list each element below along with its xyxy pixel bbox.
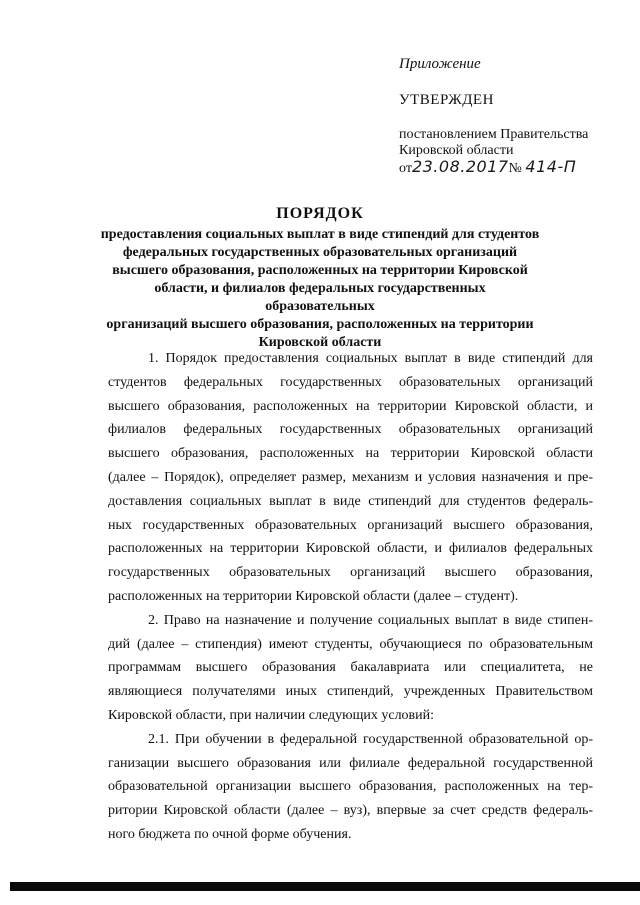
subtitle-line: предоставления социальных выплат в виде стипендий для студентов bbox=[100, 227, 540, 242]
subtitle-line: организаций высшего образования, расположенных на территории bbox=[106, 317, 534, 332]
subtitle-line: федеральных государственных образовательных организаций bbox=[122, 245, 518, 260]
body-line: высшего образования, расположенных на территории Кировской области bbox=[108, 446, 593, 462]
number-sign: № bbox=[508, 161, 522, 176]
scan-bottom-edge bbox=[10, 882, 640, 891]
document-subtitle bbox=[100, 226, 540, 352]
handwritten-date: 23.08.2017 bbox=[411, 157, 509, 176]
body-line: образовательной организации высшего образования, расположенных на тер- bbox=[108, 779, 593, 795]
decree-line-2: Кировской области bbox=[399, 143, 514, 158]
body-line: программам высшего образования бакалавриата или специалитета, не bbox=[108, 660, 593, 676]
document-body bbox=[108, 347, 593, 847]
subtitle-line: Кировской области bbox=[258, 335, 382, 350]
body-line: расположенных на территории Кировской области, и филиалов федеральных bbox=[108, 541, 593, 557]
body-line: ного бюджета по очной форме обучения. bbox=[108, 826, 352, 842]
body-line: 2. Право на назначение и получение социальных выплат в виде стипен- bbox=[148, 612, 593, 628]
body-line: ганизации высшего образования или филиале федеральной государственной bbox=[108, 755, 593, 771]
handwritten-number: 414-П bbox=[525, 157, 577, 176]
body-line: 2.1. При обучении в федеральной государственной образовательной ор- bbox=[148, 731, 593, 747]
document-title: ПОРЯДОК bbox=[276, 205, 364, 222]
body-line: государственных образовательных организаций высшего образования, bbox=[108, 565, 593, 581]
body-line: расположенных на территории Кировской области (далее – студент). bbox=[108, 588, 519, 604]
body-line: (далее – Порядок), определяет размер, механизм и условия назначения и пре- bbox=[108, 469, 593, 485]
date-prefix: от bbox=[399, 161, 412, 176]
subtitle-line: области, и филиалов федеральных государственных образовательных bbox=[154, 281, 486, 314]
body-line: Кировской области, при наличии следующих условий: bbox=[108, 707, 435, 723]
body-line: ных государственных образовательных организаций высшего образования, bbox=[108, 517, 593, 533]
body-line: доставления социальных выплат в виде стипендий для студентов федераль- bbox=[108, 493, 593, 509]
body-line: студентов федеральных государственных образовательных организаций bbox=[108, 374, 593, 390]
body-line: 1. Порядок предоставления социальных выплат в виде стипендий для bbox=[148, 351, 593, 366]
body-line: филиалов федеральных государственных образовательных организаций bbox=[108, 422, 593, 438]
decree-date-number bbox=[399, 157, 576, 177]
body-line: ритории Кировской области (далее – вуз), впервые за счет средств федераль- bbox=[108, 803, 593, 819]
body-line: высшего образования, расположенных на территории Кировской области, и bbox=[108, 398, 593, 414]
body-line: дий (далее – стипендия) имеют студенты, обучающиеся по образовательным bbox=[108, 636, 593, 652]
decree-line-1: постановлением Правительства bbox=[399, 127, 589, 142]
appendix-label: Приложение bbox=[399, 56, 481, 72]
body-line: являющиеся получателями иных стипендий, учрежденных Правительством bbox=[108, 684, 593, 700]
subtitle-line: высшего образования, расположенных на территории Кировской bbox=[112, 263, 528, 278]
decree-reference bbox=[399, 127, 588, 159]
approved-label: УТВЕРЖДЕН bbox=[399, 92, 494, 108]
